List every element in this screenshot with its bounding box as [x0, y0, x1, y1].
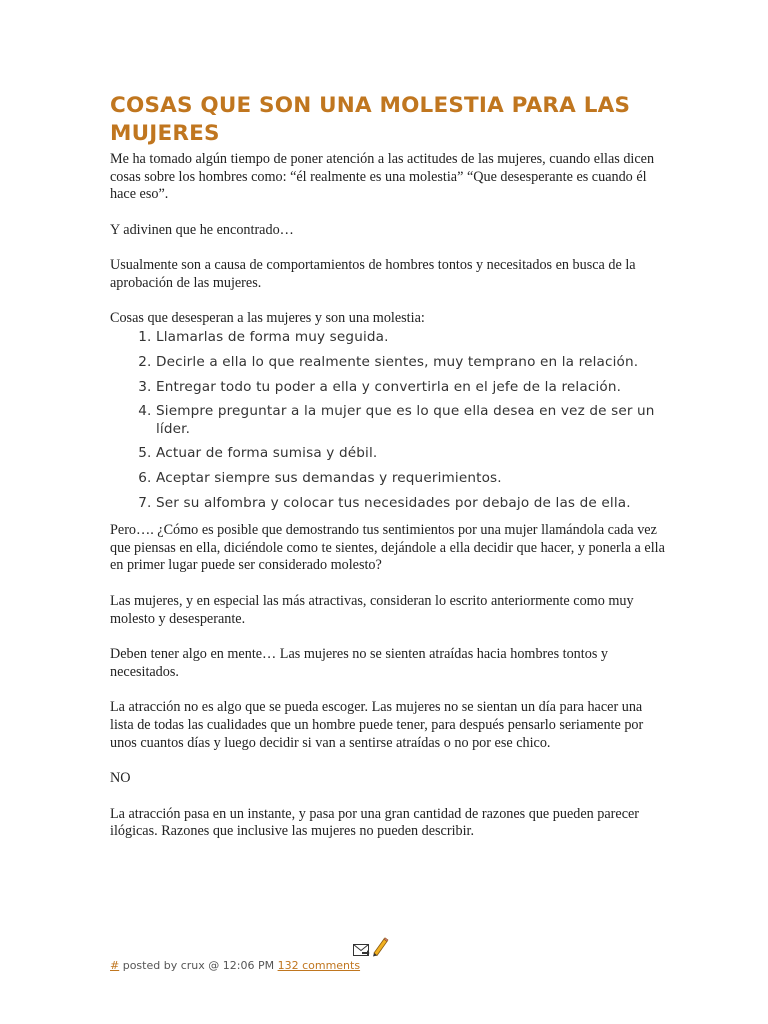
edit-pencil-icon[interactable] [371, 937, 389, 962]
reasons-list [110, 329, 666, 512]
post-paragraph: La atracción pasa en un instante, y pasa por una gran cantidad de razones que pueden parecer ilógicas. Razones que inclusive las mujeres no pueden describir. [110, 805, 640, 840]
post-paragraph: Deben tener algo en mente… Las mujeres no se sienten atraídas hacia hombres tontos y necesitados. [110, 646, 608, 680]
list-item: 5. Actuar de forma sumisa y débil. [156, 445, 666, 463]
post-title: COSAS QUE SON UNA MOLESTIA PARA LAS MUJERES [110, 93, 631, 146]
post-paragraph-no: NO [110, 770, 131, 787]
post-paragraph: Usualmente son a causa de comportamientos de hombres tontos y necesitados en busca de la aprobación de las mujeres. [110, 257, 636, 291]
permalink-link[interactable]: # [110, 959, 120, 972]
list-item: 1. Llamarlas de forma muy seguida. [156, 329, 666, 347]
post-footer [110, 958, 360, 974]
post-paragraph: Pero…. ¿Cómo es posible que demostrando tus sentimientos por una mujer llamándola cada vez que piensas en ella, diciéndole como te sientes, dejándole a ella decidir que hacer, y ponerla a ella en primer lugar puede ser considerado molesto? [110, 522, 665, 574]
list-item: 7. Ser su alfombra y colocar tus necesidades por debajo de las de ella. [156, 495, 666, 513]
list-item: 3. Entregar todo tu poder a ella y convertirla en el jefe de la relación. [156, 379, 666, 397]
blog-post [110, 92, 666, 841]
list-intro: Cosas que desesperan a las mujeres y son una molestia: [110, 309, 425, 326]
list-item: 6. Aceptar siempre sus demandas y requerimientos. [156, 470, 666, 488]
post-paragraph-intro: Me ha tomado algún tiempo de poner atención a las actitudes de las mujeres, cuando ellas dicen cosas sobre los hombres como: “él realmente es una molestia” “Que desesperante es cuando él hace eso”. [110, 151, 655, 203]
comments-link[interactable]: 132 comments [277, 959, 361, 972]
post-paragraph: Las mujeres, y en especial las más atractivas, consideran lo escrito anteriormente como muy molesto y desesperante. [110, 593, 634, 627]
list-item: 4. Siempre preguntar a la mujer que es lo que ella desea en vez de ser un líder. [156, 403, 666, 438]
posted-by-text: posted by crux @ 12:06 PM [119, 959, 278, 972]
list-item: 2. Decirle a ella lo que realmente sientes, muy temprano en la relación. [156, 354, 666, 372]
post-paragraph: La atracción no es algo que se pueda escoger. Las mujeres no se sientan un día para hacer una lista de todas las cualidades que un hombre puede tener, para después pensarlo seriamente por unos cuantos días y luego decidir si van a sentirse atraídas o no por ese chico. [110, 699, 644, 751]
post-paragraph: Y adivinen que he encontrado… [110, 221, 294, 238]
